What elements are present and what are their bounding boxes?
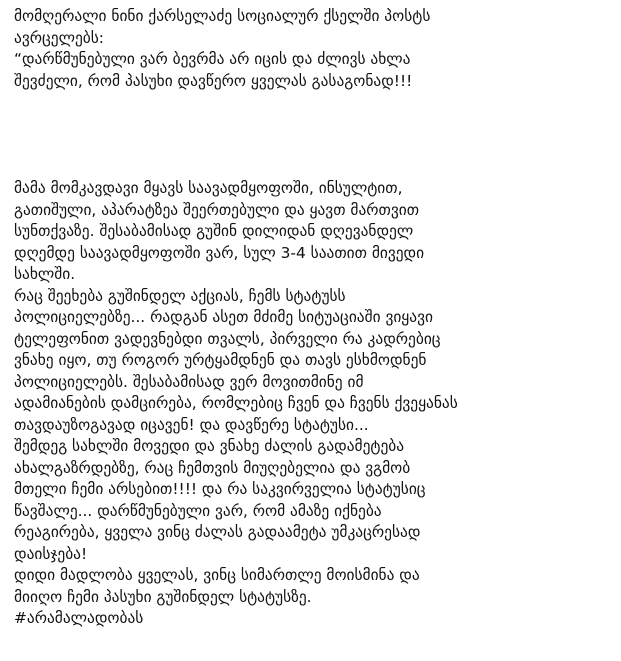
text-line: მამა მომკავდავი მყავს საავადმყოფოში, ინსულტით, (14, 179, 403, 197)
text-line: “დარწმუნებული ვარ ბევრმა არ იცის და ძლივს ახლა (14, 50, 411, 68)
text-line: რეაგირება, ყველა ვინც ძალას გადაამეტა უმკაცრესად (14, 523, 421, 541)
text-line: დიდი მადლობა ყველას, ვინც სიმართლე მოისმინა და (14, 566, 420, 584)
text-line: გათიშული, აპარატზეა შეერთებული და ყავთ მართვით (14, 200, 420, 219)
intro-paragraph (14, 6, 614, 92)
text-line: დღემდე საავადმყოფოში ვარ, სულ 3-4 საათით მივედი (14, 243, 425, 262)
text-line: რაც შეეხება გუშინდელ აქციას, ჩემს სტატუსს (14, 286, 346, 305)
text-line: დაისჯება! (14, 544, 88, 563)
text-line: მთელი ჩემი არსებით!!!! და რა საკვირველია სტატუსიც (14, 480, 426, 498)
hashtag[interactable]: #არამალადობას (14, 609, 144, 627)
text-line: შევძელი, რომ პასუხი დავწერო ყველას გასაგონად!!! (14, 71, 413, 90)
paragraph-gap (14, 92, 614, 178)
text-line: პოლიციელებს. შესაბამისად ვერ მოვითმინე იმ (14, 372, 364, 391)
text-line: თავდაუზოგავად იცავენ! და დავწერე სტატუსი... (14, 415, 369, 434)
body-paragraph (14, 178, 614, 630)
text-line: სუნთქვაზე. შესაბამისად გუშინ დილიდან დღევანდელ (14, 222, 414, 240)
text-line: ტელეფონით ვადევნებდი თვალს, პირველი რა კადრებიც (14, 329, 441, 348)
post-document (14, 6, 614, 630)
text-line: პოლიციელებზე... რადგან ასეთ მძიმე სიტუაციაში ვიყავი (14, 308, 433, 326)
text-line: სახლში. (14, 265, 76, 283)
text-line: მიიღო ჩემი პასუხი გუშინდელ სტატუსზე. (14, 587, 312, 606)
text-line: მომღერალი ნინი ქარსელაძე სოციალურ ქსელში პოსტს (14, 7, 431, 25)
text-line: ავრცელებს: (14, 28, 104, 47)
text-line: ადამიანების დამცირება, რომლებიც ჩვენ და ჩვენს ქვეყანას (14, 394, 458, 412)
text-line: ახალგაზრდებზე, რაც ჩემთვის მიუღებელია და ვგმობ (14, 458, 411, 477)
text-line: შემდეგ სახლში მოვედი და ვნახე ძალის გადამეტება (14, 437, 405, 455)
text-line: წავშალე... დარწმუნებული ვარ, რომ ამაზე იქნება (14, 501, 382, 520)
text-line: ვნახე იყო, თუ როგორ ურტყამდნენ და თავს ესხმოდნენ (14, 351, 427, 369)
